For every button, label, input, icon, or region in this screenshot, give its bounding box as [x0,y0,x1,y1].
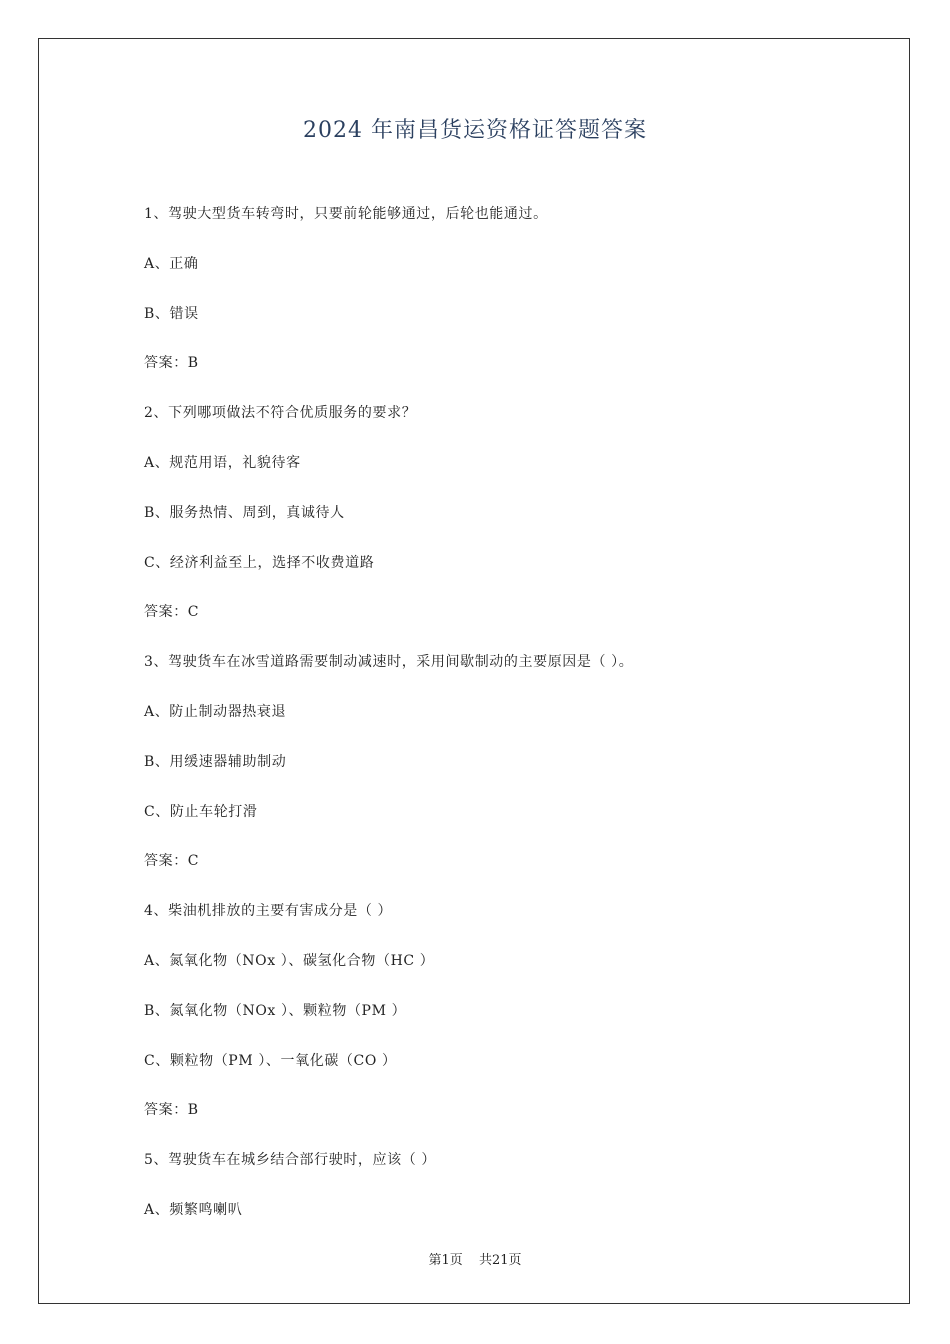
question-1-stem: 1、驾驶大型货车转弯时，只要前轮能够通过，后轮也能通过。 [144,206,548,222]
question-5-option-a: A、频繁鸣喇叭 [144,1201,243,1218]
question-3-option-c: C、防止车轮打滑 [144,803,258,820]
page-total: 共21页 [478,1253,522,1268]
document-title: 2024 年南昌货运资格证答题答案 [303,118,647,143]
question-1-answer: 答案：B [144,355,199,372]
question-2-stem: 2、下列哪项做法不符合优质服务的要求？ [144,405,417,422]
question-2-option-c: C、经济利益至上，选择不收费道路 [144,554,375,571]
question-1-option-a: A、正确 [144,255,199,272]
question-3-answer: 答案：C [144,853,200,870]
question-5-stem: 5、驾驶货车在城乡结合部行驶时，应该（ ） [144,1152,436,1169]
question-3-option-b: B、用缓速器辅助制动 [144,753,287,770]
question-4-option-b: B、氮氧化物（NOx ）、颗粒物（PM ） [144,1002,407,1019]
question-2-option-a: A、规范用语，礼貌待客 [144,454,301,471]
question-4-answer: 答案：B [144,1102,199,1119]
question-4-option-a: A、氮氧化物（NOx ）、碳氢化合物（HC ） [144,952,435,969]
question-1-option-b: B、错误 [144,305,199,322]
page-number: 第1页 [428,1253,463,1268]
question-3-option-a: A、防止制动器热衰退 [144,703,287,720]
question-2-option-b: B、服务热情、周到，真诚待人 [144,504,345,521]
question-4-option-c: C、颗粒物（PM ）、一氧化碳（CO ） [144,1052,397,1069]
page-footer [0,1249,950,1268]
question-list [144,203,844,1249]
question-2-answer: 答案：C [144,604,200,621]
question-3-stem: 3、驾驶货车在冰雪道路需要制动减速时，采用间歇制动的主要原因是（ ）。 [144,654,634,671]
question-4-stem: 4、柴油机排放的主要有害成分是（ ） [144,903,393,920]
